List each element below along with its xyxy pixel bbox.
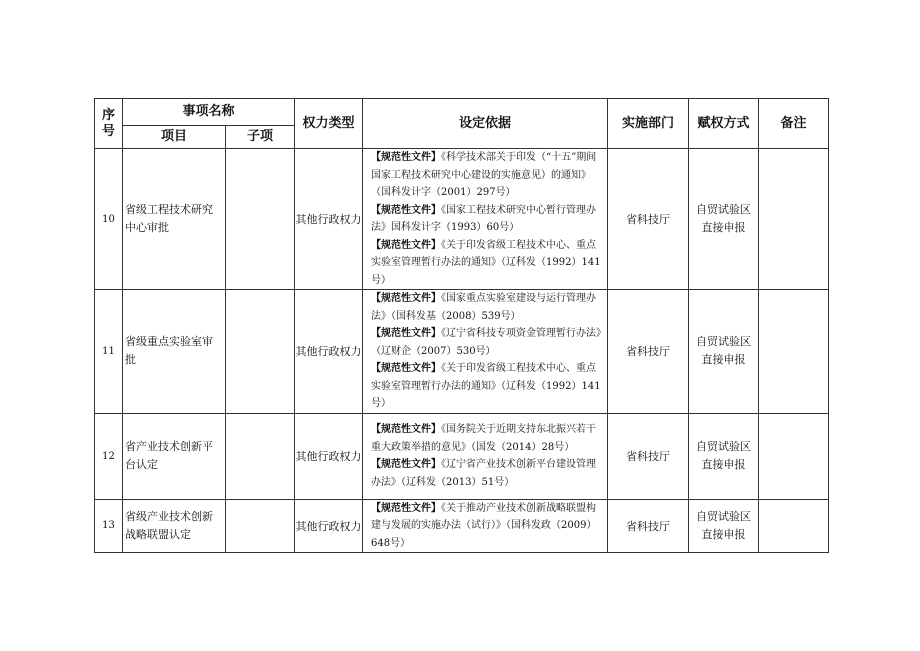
row-item: 省级产业技术创新战略联盟认定 — [123, 499, 226, 553]
basis-entry: 【规范性文件】《科学技术部关于印发（“十五”期间国家工程技术研究中心建设的实施意见）的通知》（国科发计字（2001）297号） — [371, 152, 597, 198]
row-item: 省产业技术创新平台认定 — [123, 413, 226, 499]
row-power-type: 其他行政权力 — [295, 149, 363, 290]
row-sub-item — [226, 290, 295, 414]
row-power-type: 其他行政权力 — [295, 499, 363, 553]
basis-entry: 【规范性文件】《国家重点实验室建设与运行管理办法》（国科发基（2008）539号） — [371, 293, 597, 322]
header-seq — [95, 99, 123, 149]
header-seq-char-1: 序 — [101, 107, 115, 123]
header-grant-method: 赋权方式 — [689, 99, 759, 149]
table-row — [95, 499, 829, 553]
row-remark — [759, 413, 829, 499]
header-power-type: 权力类型 — [295, 99, 363, 149]
basis-entry: 【规范性文件】《辽宁省产业技术创新平台建设管理办法》（辽科发（2013）51号） — [371, 459, 597, 488]
row-basis — [363, 290, 608, 414]
table-row — [95, 290, 829, 414]
row-grant-method: 自贸试验区直接申报 — [689, 413, 759, 499]
row-grant-method: 自贸试验区直接申报 — [689, 499, 759, 553]
row-sub-item — [226, 413, 295, 499]
header-item: 项目 — [123, 126, 226, 149]
row-basis — [363, 149, 608, 290]
row-dept: 省科技厅 — [608, 413, 689, 499]
row-item: 省级重点实验室审批 — [123, 290, 226, 414]
row-seq: 10 — [95, 149, 123, 290]
row-remark — [759, 149, 829, 290]
row-grant-method: 自贸试验区直接申报 — [689, 149, 759, 290]
row-power-type: 其他行政权力 — [295, 413, 363, 499]
table-row — [95, 413, 829, 499]
table-row — [95, 149, 829, 290]
basis-entry: 【规范性文件】《关于印发省级工程技术中心、重点实验室管理暂行办法的通知》（辽科发（1992）141号） — [371, 363, 601, 409]
row-seq: 11 — [95, 290, 123, 414]
header-item-name: 事项名称 — [123, 99, 295, 126]
header-remark: 备注 — [759, 99, 829, 149]
header-dept: 实施部门 — [608, 99, 689, 149]
basis-entry: 【规范性文件】《关于印发省级工程技术中心、重点实验室管理暂行办法的通知》（辽科发（1992）141号） — [371, 239, 601, 286]
row-dept: 省科技厅 — [608, 149, 689, 290]
row-basis — [363, 413, 608, 499]
row-dept: 省科技厅 — [608, 499, 689, 553]
header-sub-item: 子项 — [226, 126, 295, 149]
row-sub-item — [226, 499, 295, 553]
row-seq: 12 — [95, 413, 123, 499]
row-basis — [363, 499, 608, 553]
header-row-1 — [95, 99, 829, 126]
basis-entry: 【规范性文件】《关于推动产业技术创新战略联盟构建与发展的实施办法（试行）》（国科发政（2009）648号） — [371, 502, 597, 549]
basis-entry: 【规范性文件】《国务院关于近期支持东北振兴若干重大政策举措的意见》（国发（2014）28号） — [371, 424, 597, 453]
header-seq-char-2: 号 — [101, 123, 115, 139]
row-sub-item — [226, 149, 295, 290]
row-dept: 省科技厅 — [608, 290, 689, 414]
row-seq: 13 — [95, 499, 123, 553]
basis-entry: 【规范性文件】《国家工程技术研究中心暂行管理办法》国科发计字（1993）60号） — [371, 204, 597, 233]
header-basis: 设定依据 — [363, 99, 608, 149]
row-grant-method: 自贸试验区直接申报 — [689, 290, 759, 414]
row-item: 省级工程技术研究中心审批 — [123, 149, 226, 290]
row-power-type: 其他行政权力 — [295, 290, 363, 414]
row-remark — [759, 499, 829, 553]
basis-entry: 【规范性文件】《辽宁省科技专项资金管理暂行办法》（辽财企（2007）530号） — [371, 328, 602, 357]
row-remark — [759, 290, 829, 414]
power-list-table — [94, 98, 829, 553]
